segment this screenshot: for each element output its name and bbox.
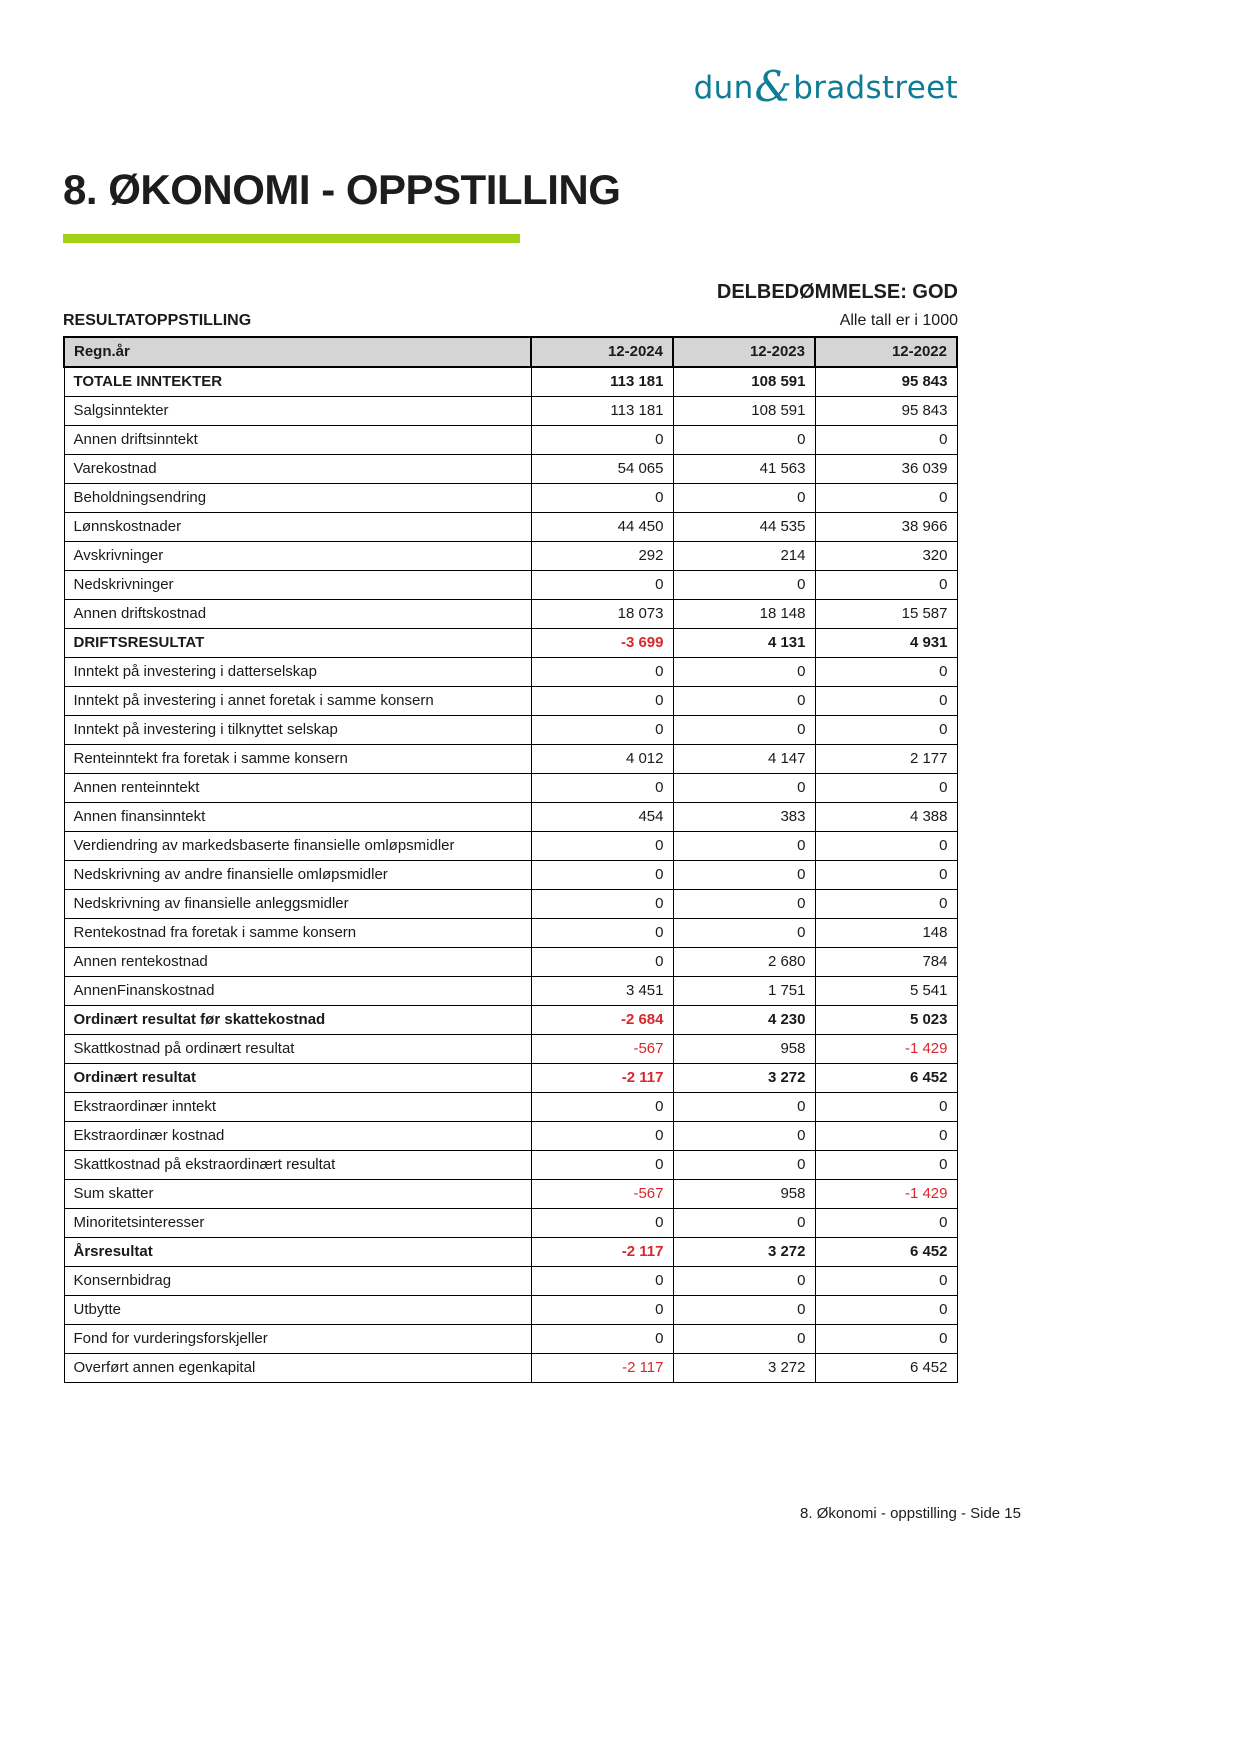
results-table: [63, 336, 958, 1383]
row-label: Minoritetsinteresser: [64, 1209, 531, 1238]
cell-value: 383: [673, 803, 815, 832]
table-row: [64, 1035, 957, 1064]
cell-value: 0: [815, 716, 957, 745]
logo-text-dun: dun: [693, 70, 754, 106]
cell-value: 4 131: [673, 629, 815, 658]
cell-value: 0: [815, 1267, 957, 1296]
cell-value: 0: [673, 1325, 815, 1354]
row-label: Varekostnad: [64, 455, 531, 484]
table-row: [64, 1238, 957, 1267]
cell-value: 0: [815, 832, 957, 861]
table-row: [64, 977, 957, 1006]
row-label: Lønnskostnader: [64, 513, 531, 542]
row-label: Årsresultat: [64, 1238, 531, 1267]
cell-value: 0: [531, 1093, 673, 1122]
table-row: [64, 716, 957, 745]
row-label: Ekstraordinær kostnad: [64, 1122, 531, 1151]
cell-value: 6 452: [815, 1064, 957, 1093]
cell-value: 0: [673, 658, 815, 687]
table-row: [64, 658, 957, 687]
cell-value: 36 039: [815, 455, 957, 484]
table-row: [64, 1093, 957, 1122]
cell-value: 0: [815, 1093, 957, 1122]
table-row: [64, 484, 957, 513]
row-label: AnnenFinanskostnad: [64, 977, 531, 1006]
cell-value: 41 563: [673, 455, 815, 484]
cell-value: 0: [531, 1209, 673, 1238]
row-label: Annen finansinntekt: [64, 803, 531, 832]
cell-value: 214: [673, 542, 815, 571]
table-row: [64, 1354, 957, 1383]
rating-badge: DELBEDØMMELSE: GOD: [716, 281, 958, 303]
cell-value: 0: [673, 1122, 815, 1151]
cell-value: 108 591: [673, 367, 815, 397]
cell-value: 0: [531, 571, 673, 600]
table-row: [64, 397, 957, 426]
title-accent-bar: [63, 234, 520, 243]
row-label: Skattkostnad på ordinært resultat: [64, 1035, 531, 1064]
cell-value: 0: [815, 658, 957, 687]
cell-value: 0: [531, 890, 673, 919]
row-label: Overført annen egenkapital: [64, 1354, 531, 1383]
cell-value: 0: [531, 484, 673, 513]
table-row: [64, 803, 957, 832]
table-row: [64, 919, 957, 948]
cell-value: 0: [815, 1296, 957, 1325]
table-row: [64, 600, 957, 629]
column-header-regnar: Regn.år: [64, 337, 531, 367]
row-label: Inntekt på investering i datterselskap: [64, 658, 531, 687]
table-title: RESULTATOPPSTILLING: [63, 312, 252, 329]
cell-value: 2 680: [673, 948, 815, 977]
row-label: Salgsinntekter: [64, 397, 531, 426]
cell-value: 0: [815, 1122, 957, 1151]
cell-value: 0: [531, 658, 673, 687]
table-row: [64, 687, 957, 716]
cell-value: -2 117: [531, 1064, 673, 1093]
table-row: [64, 1064, 957, 1093]
cell-value: -3 699: [531, 629, 673, 658]
table-row: [64, 745, 957, 774]
cell-value: 0: [815, 484, 957, 513]
row-label: Nedskrivning av andre finansielle omløpsmidler: [64, 861, 531, 890]
cell-value: 0: [673, 1296, 815, 1325]
result-table-body: [64, 367, 957, 1383]
logo-row: [63, 62, 958, 111]
row-label: Annen driftsinntekt: [64, 426, 531, 455]
cell-value: 0: [815, 426, 957, 455]
cell-value: 0: [673, 716, 815, 745]
cell-value: 0: [531, 1296, 673, 1325]
cell-value: 0: [673, 919, 815, 948]
cell-value: -1 429: [815, 1035, 957, 1064]
cell-value: 0: [815, 1209, 957, 1238]
cell-value: -1 429: [815, 1180, 957, 1209]
cell-value: 0: [531, 948, 673, 977]
table-row: [64, 367, 957, 397]
cell-value: 0: [673, 484, 815, 513]
units-note: Alle tall er i 1000: [839, 312, 958, 329]
cell-value: 44 450: [531, 513, 673, 542]
cell-value: 5 023: [815, 1006, 957, 1035]
row-label: Fond for vurderingsforskjeller: [64, 1325, 531, 1354]
cell-value: 3 272: [673, 1354, 815, 1383]
row-label: Ordinært resultat: [64, 1064, 531, 1093]
table-row: [64, 629, 957, 658]
table-header-row: [64, 337, 957, 367]
cell-value: 38 966: [815, 513, 957, 542]
table-row: [64, 455, 957, 484]
cell-value: 0: [673, 774, 815, 803]
logo-text-bradstreet: bradstreet: [793, 70, 958, 106]
cell-value: 0: [673, 687, 815, 716]
table-row: [64, 861, 957, 890]
cell-value: 4 012: [531, 745, 673, 774]
cell-value: 958: [673, 1180, 815, 1209]
cell-value: 44 535: [673, 513, 815, 542]
page-content: [63, 0, 1021, 1522]
row-label: Verdiendring av markedsbaserte finansielle omløpsmidler: [64, 832, 531, 861]
cell-value: 95 843: [815, 367, 957, 397]
row-label: Inntekt på investering i tilknyttet selskap: [64, 716, 531, 745]
cell-value: 0: [815, 890, 957, 919]
cell-value: 4 230: [673, 1006, 815, 1035]
cell-value: 18 073: [531, 600, 673, 629]
row-label: Avskrivninger: [64, 542, 531, 571]
cell-value: -2 684: [531, 1006, 673, 1035]
table-row: [64, 1180, 957, 1209]
cell-value: 5 541: [815, 977, 957, 1006]
cell-value: 0: [531, 426, 673, 455]
cell-value: -567: [531, 1180, 673, 1209]
cell-value: 0: [673, 1209, 815, 1238]
row-label: Konsernbidrag: [64, 1267, 531, 1296]
row-label: Beholdningsendring: [64, 484, 531, 513]
cell-value: 0: [673, 1267, 815, 1296]
row-label: TOTALE INNTEKTER: [64, 367, 531, 397]
cell-value: 113 181: [531, 397, 673, 426]
cell-value: 0: [815, 571, 957, 600]
row-label: DRIFTSRESULTAT: [64, 629, 531, 658]
cell-value: 0: [531, 716, 673, 745]
column-header-2024: 12-2024: [531, 337, 673, 367]
cell-value: 0: [815, 774, 957, 803]
cell-value: 3 451: [531, 977, 673, 1006]
cell-value: 4 147: [673, 745, 815, 774]
cell-value: 0: [531, 1122, 673, 1151]
cell-value: 0: [815, 861, 957, 890]
cell-value: -567: [531, 1035, 673, 1064]
row-label: Rentekostnad fra foretak i samme konsern: [64, 919, 531, 948]
table-row: [64, 774, 957, 803]
cell-value: 3 272: [673, 1064, 815, 1093]
table-row: [64, 890, 957, 919]
cell-value: 18 148: [673, 600, 815, 629]
table-row: [64, 426, 957, 455]
row-label: Renteinntekt fra foretak i samme konsern: [64, 745, 531, 774]
cell-value: 0: [673, 571, 815, 600]
cell-value: 0: [815, 1151, 957, 1180]
table-row: [64, 1325, 957, 1354]
cell-value: 6 452: [815, 1238, 957, 1267]
row-label: Annen rentekostnad: [64, 948, 531, 977]
column-header-2023: 12-2023: [673, 337, 815, 367]
cell-value: 1 751: [673, 977, 815, 1006]
table-row: [64, 1006, 957, 1035]
cell-value: 0: [531, 861, 673, 890]
cell-value: 958: [673, 1035, 815, 1064]
table-row: [64, 948, 957, 977]
dun-bradstreet-logo: dun & bradstreet: [693, 62, 958, 111]
table-row: [64, 513, 957, 542]
page-footer: 8. Økonomi - oppstilling - Side 15: [800, 1505, 1021, 1522]
cell-value: 0: [673, 1093, 815, 1122]
cell-value: 0: [531, 1151, 673, 1180]
cell-value: 292: [531, 542, 673, 571]
cell-value: 0: [815, 687, 957, 716]
table-row: [64, 1267, 957, 1296]
row-label: Sum skatter: [64, 1180, 531, 1209]
cell-value: 95 843: [815, 397, 957, 426]
column-header-2022: 12-2022: [815, 337, 957, 367]
row-label: Utbytte: [64, 1296, 531, 1325]
cell-value: 2 177: [815, 745, 957, 774]
table-row: [64, 542, 957, 571]
table-subheader: [63, 312, 958, 330]
table-row: [64, 571, 957, 600]
row-label: Skattkostnad på ekstraordinært resultat: [64, 1151, 531, 1180]
cell-value: 0: [673, 1151, 815, 1180]
cell-value: 0: [531, 1267, 673, 1296]
table-row: [64, 1296, 957, 1325]
cell-value: 0: [531, 919, 673, 948]
cell-value: 0: [815, 1325, 957, 1354]
table-row: [64, 1209, 957, 1238]
row-label: Annen renteinntekt: [64, 774, 531, 803]
table-row: [64, 1122, 957, 1151]
row-label: Ordinært resultat før skattekostnad: [64, 1006, 531, 1035]
cell-value: 4 388: [815, 803, 957, 832]
cell-value: -2 117: [531, 1354, 673, 1383]
cell-value: 0: [673, 890, 815, 919]
cell-value: 320: [815, 542, 957, 571]
cell-value: -2 117: [531, 1238, 673, 1267]
row-label: Nedskrivninger: [64, 571, 531, 600]
page-title: 8. ØKONOMI - OPPSTILLING: [63, 166, 621, 213]
cell-value: 0: [673, 861, 815, 890]
table-row: [64, 1151, 957, 1180]
cell-value: 0: [531, 832, 673, 861]
cell-value: 0: [673, 832, 815, 861]
cell-value: 0: [531, 1325, 673, 1354]
row-label: Annen driftskostnad: [64, 600, 531, 629]
row-label: Nedskrivning av finansielle anleggsmidler: [64, 890, 531, 919]
row-label: Inntekt på investering i annet foretak i samme konsern: [64, 687, 531, 716]
cell-value: 108 591: [673, 397, 815, 426]
cell-value: 0: [531, 687, 673, 716]
cell-value: 3 272: [673, 1238, 815, 1267]
table-row: [64, 832, 957, 861]
cell-value: 15 587: [815, 600, 957, 629]
cell-value: 454: [531, 803, 673, 832]
cell-value: 784: [815, 948, 957, 977]
row-label: Ekstraordinær inntekt: [64, 1093, 531, 1122]
cell-value: 6 452: [815, 1354, 957, 1383]
cell-value: 54 065: [531, 455, 673, 484]
cell-value: 0: [673, 426, 815, 455]
cell-value: 113 181: [531, 367, 673, 397]
cell-value: 0: [531, 774, 673, 803]
cell-value: 4 931: [815, 629, 957, 658]
cell-value: 148: [815, 919, 957, 948]
